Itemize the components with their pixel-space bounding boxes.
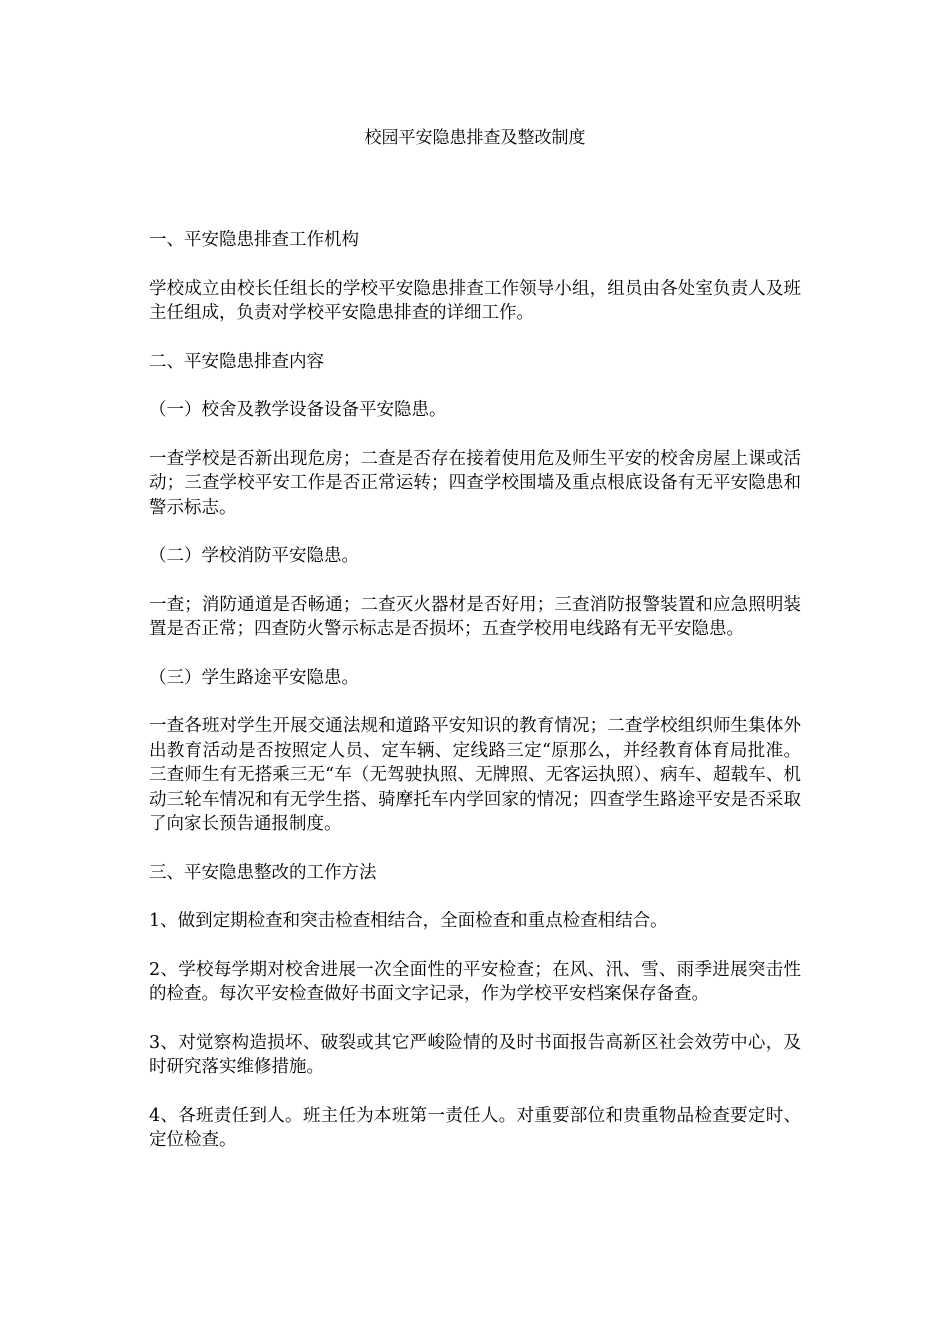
section-heading-2: 二、平安隐患排查内容 — [149, 351, 324, 372]
document-body — [149, 228, 801, 1177]
list-item: 4、各班责任到人。班主任为本班第一责任人。对重要部位和贵重物品检查要定时、定位检查。 — [149, 1105, 801, 1150]
section-heading-1: 一、平安隐患排查工作机构 — [149, 230, 359, 250]
document-title: 校园平安隐患排查及整改制度 — [364, 128, 586, 148]
section-heading-3: 三、平安隐患整改的工作方法 — [149, 862, 377, 883]
subsection-heading-3: （三）学生路途平安隐患。 — [149, 667, 359, 688]
list-item: 2、学校每学期对校舍进展一次全面性的平安检查；在风、汛、雪、雨季进展突击性的检查。每次平安检查做好书面文字记录，作为学校平安档案保存备查。 — [149, 959, 801, 1004]
list-item: 1、做到定期检查和突击检查相结合，全面检查和重点检查相结合。 — [149, 911, 668, 931]
paragraph: 一查各班对学生开展交通法规和道路平安知识的教育情况；二查学校组织师生集体外出教育活动是否按照定人员、定车辆、定线路三定“原那么，并经教育体育局批准。三查师生有无搭乘三无“车（无驾驶执照、无牌照、无客运执照）、病车、超载车、机动三轮车情况和有无学生搭、骑摩托车内学回家的情况；四查学生路途平安是否采取了向家长预告通报制度。 — [149, 716, 801, 834]
paragraph: 一查学校是否新出现危房；二查是否存在接着使用危及师生平安的校舍房屋上课或活动；三查学校平安工作是否正常运转；四查学校围墙及重点根底设备有无平安隐患和警示标志。 — [149, 448, 801, 518]
subsection-heading-1: （一）校舍及教学设备设备平安隐患。 — [149, 400, 447, 420]
subsection-heading-2: （二）学校消防平安隐患。 — [149, 546, 359, 566]
paragraph: 一查；消防通道是否畅通；二查灭火器材是否好用；三查消防报警装置和应急照明装置是否正常；四查防火警示标志是否损坏；五查学校用电线路有无平安隐患。 — [149, 594, 801, 639]
paragraph: 学校成立由校长任组长的学校平安隐患排查工作领导小组，组员由各处室负责人及班主任组成，负责对学校平安隐患排查的详细工作。 — [149, 278, 801, 323]
list-item: 3、对觉察构造损坏、破裂或其它严峻险情的及时书面报告高新区社会效劳中心，及时研究落实维修措施。 — [149, 1032, 801, 1077]
